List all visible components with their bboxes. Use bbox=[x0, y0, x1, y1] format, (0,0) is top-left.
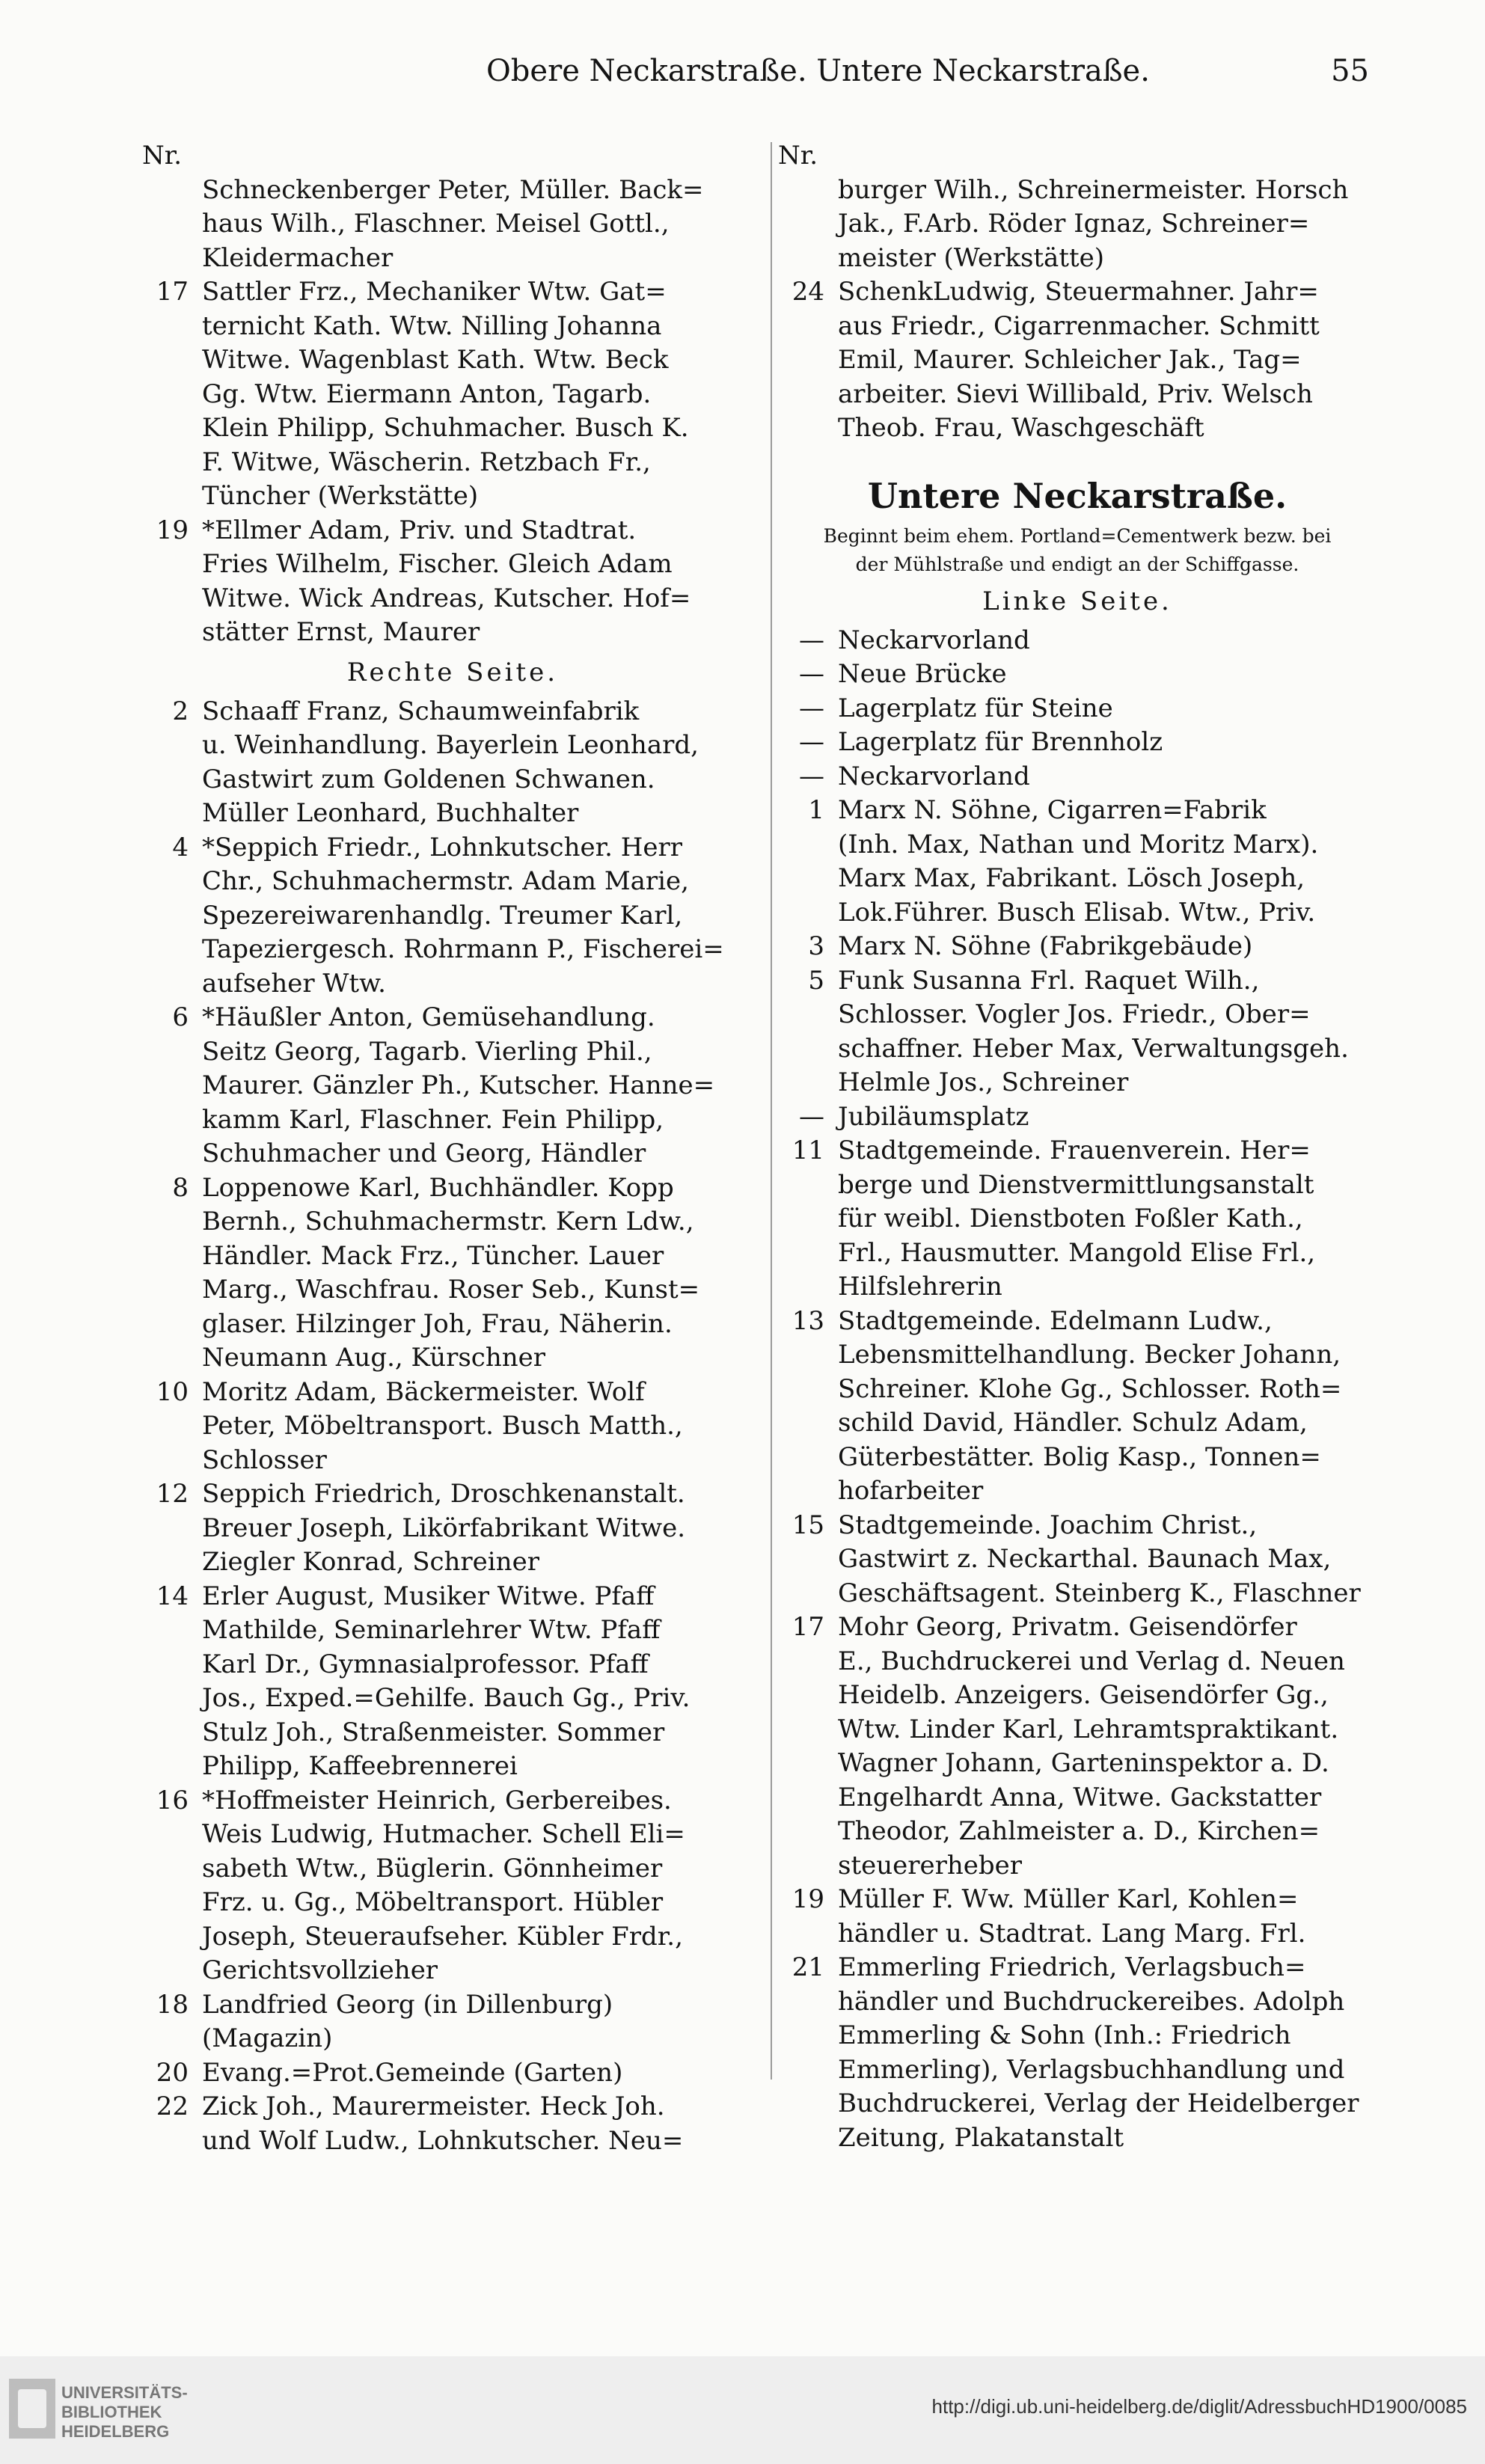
entry-text: SchenkLudwig, Steuermahner. Jahr= bbox=[838, 277, 1319, 307]
entry-line bbox=[778, 1270, 1377, 1305]
entry-line bbox=[142, 933, 763, 967]
entry-text: Lok.Führer. Busch Elisab. Wtw., Priv. bbox=[838, 897, 1316, 928]
entry-line bbox=[142, 899, 763, 934]
entry-text: schaffner. Heber Max, Verwaltungsgeh. bbox=[838, 1033, 1349, 1064]
entry-line bbox=[778, 411, 1377, 446]
entry-line bbox=[142, 343, 763, 378]
entry-line bbox=[778, 1441, 1377, 1475]
entry-line bbox=[778, 658, 1377, 692]
entry-text: Wtw. Linder Karl, Lehramtspraktikant. bbox=[838, 1714, 1339, 1744]
entry-line bbox=[778, 1849, 1377, 1884]
entry-line bbox=[778, 1747, 1377, 1781]
entry-text: Theob. Frau, Waschgeschäft bbox=[838, 413, 1204, 443]
entry-text: Witwe. Wagenblast Kath. Wtw. Beck bbox=[202, 345, 669, 375]
entry-line bbox=[778, 1815, 1377, 1849]
entry-text: Schneckenberger Peter, Müller. Back= bbox=[202, 174, 704, 205]
entry-text: Lagerplatz für Brennholz bbox=[838, 727, 1163, 757]
entry-text: händler und Buchdruckereibes. Adolph bbox=[838, 1986, 1345, 2017]
entry-line bbox=[778, 343, 1377, 378]
entry-line bbox=[778, 1577, 1377, 1611]
entry-text: Zeitung, Plakatanstalt bbox=[838, 2122, 1124, 2153]
entry-text: Weis Ludwig, Hutmacher. Schell Eli= bbox=[202, 1819, 685, 1849]
entry-text: Emmerling & Sohn (Inh.: Friedrich bbox=[838, 2020, 1291, 2050]
house-number: 5 bbox=[808, 965, 824, 996]
entry-line bbox=[142, 1818, 763, 1852]
entry-text: Klein Philipp, Schuhmacher. Busch K. bbox=[202, 413, 689, 443]
entry-text: Stadtgemeinde. Frauenverein. Her= bbox=[838, 1136, 1311, 1165]
right-column bbox=[778, 139, 1377, 2155]
entry-line bbox=[778, 896, 1377, 931]
entry-text: burger Wilh., Schreinermeister. Horsch bbox=[838, 174, 1349, 205]
entry-line bbox=[778, 1542, 1377, 1577]
entry-text: Zick Joh., Maurermeister. Heck Joh. bbox=[202, 2091, 665, 2121]
entry-line bbox=[142, 1784, 763, 1818]
entry-line bbox=[778, 1917, 1377, 1952]
left-entries-a bbox=[142, 174, 763, 650]
entry-line bbox=[778, 1883, 1377, 1917]
entry-text: Bernh., Schuhmachermstr. Kern Ldw., bbox=[202, 1207, 694, 1236]
house-number: 13 bbox=[792, 1305, 824, 1336]
entry-text: Schreiner. Klohe Gg., Schlosser. Roth= bbox=[838, 1373, 1342, 1404]
entry-text: Neumann Aug., Kürschner bbox=[202, 1343, 545, 1373]
entry-text: Marx N. Söhne, Cigarren=Fabrik bbox=[838, 795, 1267, 825]
entry-text: Tüncher (Werkstätte) bbox=[202, 481, 479, 511]
house-number: — bbox=[799, 1101, 824, 1132]
section-heading-rechte-seite: Rechte Seite. bbox=[346, 657, 559, 687]
house-number: 19 bbox=[156, 515, 189, 545]
entry-text: Maurer. Gänzler Ph., Kutscher. Hanne= bbox=[202, 1070, 715, 1100]
entry-line bbox=[142, 1648, 763, 1682]
entry-text: Marg., Waschfrau. Roser Seb., Kunst= bbox=[202, 1275, 700, 1305]
entry-text: ternicht Kath. Wtw. Nilling Johanna bbox=[202, 310, 662, 341]
entry-text: Schlosser bbox=[202, 1444, 327, 1475]
entry-text: *Häußler Anton, Gemüsehandlung. bbox=[202, 1002, 655, 1032]
entry-line bbox=[778, 1985, 1377, 2020]
entry-text: Seppich Friedrich, Droschkenanstalt. bbox=[202, 1479, 685, 1509]
street-note-line: der Mühlstraße und endigt an der Schiffgasse. bbox=[855, 553, 1299, 575]
entry-text: Fries Wilhelm, Fischer. Gleich Adam bbox=[202, 549, 673, 579]
entry-text: Stadtgemeinde. Joachim Christ., bbox=[838, 1510, 1258, 1540]
house-number: 11 bbox=[792, 1136, 824, 1165]
entry-text: Emmerling Friedrich, Verlagsbuch= bbox=[838, 1952, 1306, 1982]
entry-text: Stulz Joh., Straßenmeister. Sommer bbox=[202, 1717, 665, 1747]
entry-line bbox=[142, 763, 763, 797]
entry-line bbox=[778, 998, 1377, 1032]
entry-text: Helmle Jos., Schreiner bbox=[838, 1067, 1129, 1097]
entry-text: steuererheber bbox=[838, 1850, 1023, 1881]
entry-text: Heidelb. Anzeigers. Geisendörfer Gg., bbox=[838, 1680, 1329, 1710]
entry-line bbox=[142, 1750, 763, 1784]
entry-text: Schlosser. Vogler Jos. Friedr., Ober= bbox=[838, 999, 1311, 1029]
entry-text: Spezereiwarenhandlg. Treumer Karl, bbox=[202, 900, 683, 931]
house-number: 19 bbox=[792, 1884, 824, 1914]
library-logo-icon bbox=[9, 2379, 55, 2439]
entry-line bbox=[142, 1886, 763, 1920]
entry-line bbox=[142, 207, 763, 242]
entry-line bbox=[142, 1103, 763, 1138]
house-number: — bbox=[799, 659, 824, 689]
entry-line bbox=[778, 2019, 1377, 2053]
entry-text: meister (Werkstätte) bbox=[838, 242, 1105, 273]
entry-line bbox=[778, 1951, 1377, 1985]
entry-text: für weibl. Dienstboten Foßler Kath., bbox=[838, 1204, 1303, 1233]
nr-label: Nr. bbox=[142, 141, 183, 171]
entry-line bbox=[142, 1308, 763, 1342]
entry-line bbox=[142, 1545, 763, 1580]
house-number: 10 bbox=[156, 1376, 189, 1407]
entry-line bbox=[778, 1202, 1377, 1236]
house-number: 14 bbox=[156, 1581, 189, 1611]
house-number: 16 bbox=[156, 1785, 189, 1815]
entry-line bbox=[778, 794, 1377, 828]
entry-line bbox=[778, 1645, 1377, 1679]
entry-line bbox=[142, 446, 763, 480]
entry-line bbox=[142, 1341, 763, 1376]
entry-line bbox=[778, 1781, 1377, 1815]
entry-text: Gastwirt z. Neckarthal. Baunach Max, bbox=[838, 1544, 1332, 1574]
entry-text: Frl., Hausmutter. Mangold Elise Frl., bbox=[838, 1237, 1316, 1268]
left-entries-b bbox=[142, 695, 763, 2159]
entry-text: Mohr Georg, Privatm. Geisendörfer bbox=[838, 1612, 1297, 1642]
house-number: — bbox=[799, 727, 824, 757]
entry-text: arbeiter. Sievi Willibald, Priv. Welsch bbox=[838, 379, 1313, 409]
house-number: 20 bbox=[156, 2057, 189, 2088]
entry-line bbox=[778, 1713, 1377, 1747]
entry-line bbox=[142, 1409, 763, 1444]
entry-line bbox=[142, 1444, 763, 1478]
entry-line bbox=[142, 378, 763, 412]
running-title: Obere Neckarstraße. Untere Neckarstraße. bbox=[486, 54, 1150, 88]
entry-line bbox=[142, 1954, 763, 1988]
entry-text: (Inh. Max, Nathan und Moritz Marx). bbox=[838, 829, 1319, 859]
entry-text: Wagner Johann, Garteninspektor a. D. bbox=[838, 1748, 1329, 1778]
entry-line bbox=[142, 1988, 763, 2023]
entry-text: Seitz Georg, Tagarb. Vierling Phil., bbox=[202, 1036, 652, 1067]
entry-line bbox=[142, 1376, 763, 1410]
entry-text: Philipp, Kaffeebrennerei bbox=[202, 1751, 518, 1781]
page-number: 55 bbox=[1331, 54, 1369, 88]
entry-text: Engelhardt Anna, Witwe. Gackstatter bbox=[838, 1782, 1322, 1812]
nr-label: Nr. bbox=[778, 141, 818, 171]
entry-line bbox=[142, 1035, 763, 1070]
entry-text: Schuhmacher und Georg, Händler bbox=[202, 1138, 646, 1168]
entry-line bbox=[778, 242, 1377, 276]
house-number: 3 bbox=[808, 931, 824, 961]
entry-line bbox=[142, 1273, 763, 1308]
entry-line bbox=[778, 930, 1377, 964]
house-number: — bbox=[799, 625, 824, 655]
entry-text: Emmerling), Verlagsbuchhandlung und bbox=[838, 2054, 1345, 2085]
entry-line bbox=[142, 514, 763, 548]
entry-text: hofarbeiter bbox=[838, 1476, 984, 1506]
entry-line bbox=[142, 2056, 763, 2091]
entry-line bbox=[778, 1032, 1377, 1067]
entry-line bbox=[142, 1171, 763, 1206]
entry-text: Breuer Joseph, Likörfabrikant Witwe. bbox=[202, 1513, 686, 1543]
entry-line bbox=[142, 1512, 763, 1546]
entry-line bbox=[778, 1406, 1377, 1441]
house-number: — bbox=[799, 761, 824, 791]
entry-text: Evang.=Prot.Gemeinde (Garten) bbox=[202, 2057, 623, 2088]
entry-line bbox=[778, 207, 1377, 242]
entry-line bbox=[778, 1236, 1377, 1271]
entry-line bbox=[142, 1477, 763, 1512]
entry-text: aufseher Wtw. bbox=[202, 968, 386, 999]
house-number: 6 bbox=[172, 1002, 189, 1032]
entry-line bbox=[142, 2090, 763, 2124]
entry-line bbox=[142, 1205, 763, 1239]
entry-line bbox=[142, 1716, 763, 1750]
entry-line bbox=[778, 760, 1377, 794]
entry-line bbox=[778, 275, 1377, 310]
house-number: 1 bbox=[808, 795, 824, 825]
entry-line bbox=[778, 1611, 1377, 1645]
entry-text: Tapeziergesch. Rohrmann P., Fischerei= bbox=[202, 934, 724, 964]
house-number: 12 bbox=[156, 1479, 189, 1509]
entry-line bbox=[778, 828, 1377, 862]
entry-line bbox=[142, 729, 763, 763]
entry-text: Peter, Möbeltransport. Busch Matth., bbox=[202, 1411, 683, 1441]
house-number: 18 bbox=[156, 1989, 189, 2020]
entry-text: Neue Brücke bbox=[838, 659, 1007, 689]
entry-text: Gerichtsvollzieher bbox=[202, 1955, 438, 1985]
entry-text: *Ellmer Adam, Priv. und Stadtrat. bbox=[202, 515, 637, 545]
entry-line bbox=[142, 695, 763, 729]
source-url-link[interactable]: http://digi.ub.uni-heidelberg.de/diglit/AdressbuchHD1900/0085 bbox=[931, 2395, 1467, 2418]
house-number: 2 bbox=[172, 696, 189, 726]
entry-text: Marx N. Söhne (Fabrikgebäude) bbox=[838, 931, 1253, 961]
entry-text: u. Weinhandlung. Bayerlein Leonhard, bbox=[202, 730, 699, 760]
street-title: Untere Neckarstraße. bbox=[867, 475, 1287, 516]
entry-line bbox=[142, 582, 763, 616]
entry-text: Lebensmittelhandlung. Becker Johann, bbox=[838, 1340, 1341, 1370]
entry-line bbox=[778, 2053, 1377, 2088]
entry-text: Schaaff Franz, Schaumweinfabrik bbox=[202, 696, 640, 726]
entry-line bbox=[142, 548, 763, 582]
entry-text: Hilfslehrerin bbox=[838, 1272, 1002, 1302]
entry-line bbox=[778, 624, 1377, 658]
entry-line bbox=[142, 865, 763, 899]
entry-text: *Hoffmeister Heinrich, Gerbereibes. bbox=[202, 1785, 672, 1815]
entry-line bbox=[142, 967, 763, 1002]
house-number: — bbox=[799, 693, 824, 723]
entry-line bbox=[142, 310, 763, 344]
entry-text: Mathilde, Seminarlehrer Wtw. Pfaff bbox=[202, 1615, 661, 1645]
entry-line bbox=[142, 2022, 763, 2056]
entry-text: Funk Susanna Frl. Raquet Wilh., bbox=[838, 965, 1260, 996]
entry-line bbox=[142, 1137, 763, 1171]
entry-text: haus Wilh., Flaschner. Meisel Gottl., bbox=[202, 209, 670, 239]
entry-text: Jos., Exped.=Gehilfe. Bauch Gg., Priv. bbox=[202, 1683, 691, 1713]
entry-text: aus Friedr., Cigarrenmacher. Schmitt bbox=[838, 310, 1320, 341]
entry-line bbox=[778, 1066, 1377, 1100]
entry-text: händler u. Stadtrat. Lang Marg. Frl. bbox=[838, 1918, 1306, 1949]
entry-line bbox=[778, 2121, 1377, 2156]
right-entries-a bbox=[778, 174, 1377, 446]
library-name-line: UNIVERSITÄTS- bbox=[61, 2383, 188, 2402]
entry-line bbox=[778, 1134, 1377, 1168]
entry-line bbox=[778, 964, 1377, 999]
entry-line bbox=[142, 1239, 763, 1274]
entry-line bbox=[142, 275, 763, 310]
entry-line bbox=[778, 174, 1377, 208]
entry-line bbox=[142, 174, 763, 208]
entry-line bbox=[142, 1613, 763, 1648]
entry-line bbox=[142, 797, 763, 831]
entry-text: schild David, Händler. Schulz Adam, bbox=[838, 1408, 1308, 1438]
entry-text: glaser. Hilzinger Joh, Frau, Näherin. bbox=[202, 1308, 673, 1339]
entry-text: Marx Max, Fabrikant. Lösch Joseph, bbox=[838, 863, 1305, 893]
house-number: 17 bbox=[792, 1612, 824, 1642]
entry-line bbox=[778, 862, 1377, 896]
house-number: 15 bbox=[792, 1510, 824, 1540]
entry-text: Landfried Georg (in Dillenburg) bbox=[202, 1989, 613, 2020]
library-name-line: HEIDELBERG bbox=[61, 2422, 170, 2441]
entry-text: Geschäftsagent. Steinberg K., Flaschner bbox=[838, 1578, 1361, 1608]
entry-text: Chr., Schuhmachermstr. Adam Marie, bbox=[202, 866, 689, 896]
entry-line bbox=[778, 692, 1377, 726]
entry-line bbox=[142, 1920, 763, 1955]
column-divider bbox=[771, 142, 772, 2080]
entry-text: sabeth Wtw., Büglerin. Gönnheimer bbox=[202, 1853, 663, 1884]
entry-line bbox=[142, 479, 763, 514]
entry-text: Güterbestätter. Bolig Kasp., Tonnen= bbox=[838, 1441, 1321, 1472]
left-column bbox=[142, 139, 763, 2158]
entry-text: Buchdruckerei, Verlag der Heidelberger bbox=[838, 2088, 1359, 2118]
entry-line bbox=[142, 616, 763, 650]
entry-text: Stadtgemeinde. Edelmann Ludw., bbox=[838, 1305, 1273, 1336]
entry-line bbox=[778, 1474, 1377, 1509]
house-number: 8 bbox=[172, 1172, 189, 1203]
entry-text: Gg. Wtw. Eiermann Anton, Tagarb. bbox=[202, 379, 652, 409]
library-name-line: BIBLIOTHEK bbox=[61, 2403, 162, 2421]
entry-line bbox=[778, 378, 1377, 412]
entry-text: Frz. u. Gg., Möbeltransport. Hübler bbox=[202, 1887, 664, 1917]
entry-text: und Wolf Ludw., Lohnkutscher. Neu= bbox=[202, 2125, 684, 2156]
street-note-line: Beginnt beim ehem. Portland=Cementwerk bezw. bei bbox=[823, 524, 1332, 547]
entry-text: Lagerplatz für Steine bbox=[838, 693, 1113, 723]
library-name bbox=[61, 2383, 188, 2442]
entry-text: *Seppich Friedr., Lohnkutscher. Herr bbox=[202, 832, 683, 862]
entry-text: Neckarvorland bbox=[838, 625, 1030, 655]
entry-text: Sattler Frz., Mechaniker Wtw. Gat= bbox=[202, 277, 667, 307]
entry-line bbox=[142, 242, 763, 276]
entry-line bbox=[778, 2087, 1377, 2121]
house-number: 22 bbox=[156, 2091, 189, 2121]
entry-line bbox=[778, 726, 1377, 760]
entry-text: Theodor, Zahlmeister a. D., Kirchen= bbox=[838, 1816, 1320, 1846]
house-number: 4 bbox=[172, 832, 189, 862]
entry-line bbox=[778, 1305, 1377, 1339]
entry-line bbox=[778, 1373, 1377, 1407]
entry-text: Müller F. Ww. Müller Karl, Kohlen= bbox=[838, 1884, 1299, 1914]
entry-line bbox=[142, 1682, 763, 1716]
entry-line bbox=[142, 2124, 763, 2159]
entry-text: Loppenowe Karl, Buchhändler. Kopp bbox=[202, 1172, 674, 1203]
entry-text: Joseph, Steueraufseher. Kübler Frdr., bbox=[202, 1921, 683, 1952]
entry-text: Jubiläumsplatz bbox=[838, 1101, 1029, 1132]
spacer bbox=[778, 446, 1377, 462]
entry-text: (Magazin) bbox=[202, 2023, 333, 2053]
entry-text: berge und Dienstvermittlungsanstalt bbox=[838, 1169, 1314, 1200]
entry-line bbox=[778, 310, 1377, 344]
entry-text: Gastwirt zum Goldenen Schwanen. bbox=[202, 764, 655, 794]
house-number: 17 bbox=[156, 277, 189, 307]
entry-text: Neckarvorland bbox=[838, 761, 1030, 791]
entry-text: Müller Leonhard, Buchhalter bbox=[202, 798, 579, 828]
entry-text: Jak., F.Arb. Röder Ignaz, Schreiner= bbox=[838, 209, 1310, 239]
entry-text: Moritz Adam, Bäckermeister. Wolf bbox=[202, 1376, 645, 1407]
entry-text: F. Witwe, Wäscherin. Retzbach Fr., bbox=[202, 447, 651, 477]
entry-line bbox=[778, 1338, 1377, 1373]
entry-line bbox=[142, 831, 763, 865]
entry-text: Kleidermacher bbox=[202, 242, 394, 273]
section-heading-linke-seite: Linke Seite. bbox=[982, 586, 1172, 616]
library-footer bbox=[0, 2356, 1485, 2464]
entry-text: Händler. Mack Frz., Tüncher. Lauer bbox=[202, 1240, 664, 1271]
right-entries-b bbox=[778, 624, 1377, 2156]
entry-text: kamm Karl, Flaschner. Fein Philipp, bbox=[202, 1104, 664, 1135]
entry-line bbox=[778, 1168, 1377, 1203]
house-number: 24 bbox=[792, 277, 824, 307]
page-header bbox=[142, 54, 1369, 96]
entry-line bbox=[778, 1679, 1377, 1713]
entry-line bbox=[142, 1001, 763, 1035]
entry-text: Witwe. Wick Andreas, Kutscher. Hof= bbox=[202, 583, 691, 613]
entry-line bbox=[142, 1580, 763, 1614]
entry-line bbox=[142, 1069, 763, 1103]
house-number: 21 bbox=[792, 1952, 824, 1982]
entry-line bbox=[778, 1100, 1377, 1135]
entry-text: E., Buchdruckerei und Verlag d. Neuen bbox=[838, 1646, 1345, 1676]
entry-line bbox=[778, 1509, 1377, 1543]
entry-text: Karl Dr., Gymnasialprofessor. Pfaff bbox=[202, 1649, 649, 1679]
entry-text: stätter Ernst, Maurer bbox=[202, 617, 480, 647]
entry-line bbox=[142, 411, 763, 446]
entry-text: Ziegler Konrad, Schreiner bbox=[202, 1547, 539, 1577]
entry-text: Erler August, Musiker Witwe. Pfaff bbox=[202, 1581, 655, 1611]
entry-text: Emil, Maurer. Schleicher Jak., Tag= bbox=[838, 345, 1302, 375]
entry-line bbox=[142, 1852, 763, 1887]
